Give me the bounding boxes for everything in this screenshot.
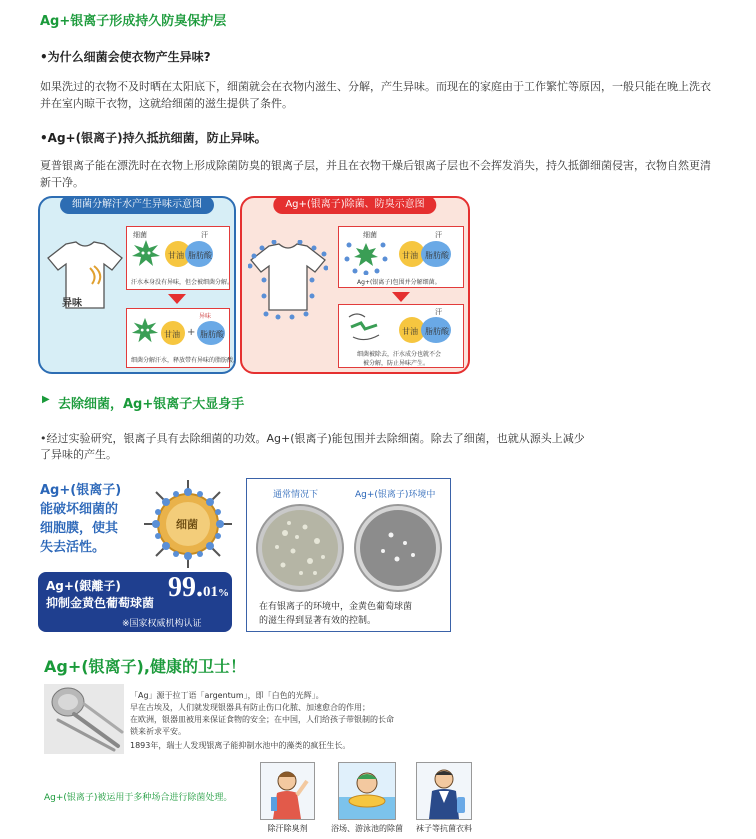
bacteria-icon — [131, 317, 159, 345]
petri-dish-comparison — [246, 478, 451, 632]
plus-sign: + — [187, 327, 196, 338]
label-glycerin: 甘油 — [402, 327, 418, 336]
bacteria-center-label: 细菌 — [176, 518, 198, 531]
label-fatty-acid: 脂肪酸 — [425, 251, 449, 260]
section1-title: Ag+银离子形成持久防臭保护层 — [40, 14, 227, 29]
woman-deodorant-icon — [261, 763, 314, 819]
history-line-4: 锁来祈求平安。 — [130, 727, 186, 736]
note-bacteria-removed-1: 细菌被除去，汗水成分也就不会 — [357, 351, 442, 358]
tshirt-odor-icon — [46, 240, 124, 310]
arrow-down-icon — [392, 292, 410, 302]
dish-left-label: 通常情况下 — [273, 490, 319, 500]
paragraph-ag-resist: 夏普银离子能在漂洗时在衣物上形成除菌防臭的银离子层，并且在衣物干燥后银离子层也不会挥发消失，持久抵御细菌侵害，衣物自然更清新干净。 — [40, 159, 711, 189]
left-box-bottom — [126, 308, 240, 368]
caption-socks: 袜子等抗菌衣料 — [416, 824, 472, 833]
paragraph-remove-bacteria-1: •经过实验研究，银离子具有去除细菌的功效。Ag+(银离子)能包围并去除细菌。除去了细菌，也就从源头上减少 — [40, 432, 585, 445]
broken-bacteria-icon — [343, 309, 387, 345]
diagram-ag-antibacterial — [240, 196, 470, 374]
claim-line-1: Ag+(银离子) — [40, 483, 122, 498]
history-line-3: 在欧洲，银器皿被用来保证食物的安全；在中国，人们给孩子带银制的长命 — [130, 715, 394, 724]
left-box-top — [126, 226, 234, 290]
note-ag-surround: Ag+(银离子)包围并分解细菌。 — [357, 279, 441, 286]
claim-line-4: 失去活性。 — [40, 540, 106, 555]
question-ag-resist: •Ag+(银离子)持久抵抗细菌，防止异味。 — [40, 131, 267, 145]
claim-line-3: 细胞膜，使其 — [40, 521, 119, 536]
dish-caption-1: 在有银离子的环境中，金黄色葡萄球菌 — [259, 602, 413, 612]
badge-percentage — [168, 572, 229, 604]
diagram-bacteria-odor — [38, 196, 240, 374]
caption-pool: 浴场、游泳池的除菌 — [331, 824, 403, 833]
label-odor: 异味 — [199, 313, 212, 320]
paragraph-remove-bacteria-2: 了异味的产生。 — [40, 448, 117, 461]
label-glycerin: 甘油 — [402, 251, 418, 260]
bacteria-icon — [131, 239, 161, 269]
label-sweat: 汗 — [201, 231, 208, 239]
right-box-top — [338, 226, 464, 288]
section3-title: Ag+(银离子),健康的卫士！ — [44, 657, 246, 676]
shirt-odor-label: 异味 — [62, 298, 82, 309]
caption-deodorant: 除汗除臭剂 — [267, 824, 308, 833]
socks-illustration — [416, 762, 472, 820]
man-socks-icon — [417, 763, 471, 819]
badge-number: 99. — [168, 572, 203, 603]
label-sweat: 汗 — [435, 308, 442, 316]
badge-decimal: 01 — [203, 584, 218, 600]
swimmer-icon — [339, 763, 395, 819]
note-sweat-no-odor: 汗水本身没有异味，但会被细菌分解。 — [131, 279, 234, 286]
label-glycerin: 甘油 — [164, 330, 180, 339]
claim-line-2: 能破坏细菌的 — [40, 502, 119, 517]
history-line-1: 「Ag」源于拉丁语「argentum」，即「白色的光辉」。 — [130, 691, 324, 700]
note-bacteria-removed-2: 被分解，防止异味产生。 — [363, 360, 430, 367]
dish-caption-2: 的滋生得到显著有效的控制。 — [259, 616, 377, 626]
petri-dish-ag-icon — [353, 503, 443, 593]
deodorant-illustration — [260, 762, 315, 820]
diagram-left-header: 细菌分解汗水产生异味示意图 — [60, 196, 214, 214]
history-line-2: 早在古埃及，人们就发现银器具有防止伤口化脓、加速愈合的作用； — [130, 703, 370, 712]
badge-percent-sign: % — [218, 587, 229, 599]
badge-line-2: 抑制金黄色葡萄球菌 — [46, 596, 155, 610]
bacteria-surrounded-icon — [343, 235, 389, 275]
label-bacteria: 细菌 — [133, 231, 147, 239]
arrow-down-icon — [168, 294, 186, 304]
question-why-odor: •为什么细菌会使衣物产生异味? — [40, 50, 211, 64]
pool-illustration — [338, 762, 396, 820]
label-fatty-acid: 脂肪酸 — [200, 330, 224, 339]
label-sweat: 汗 — [435, 231, 442, 239]
diagram-right-header: Ag+(银离子)除菌、防臭示意图 — [273, 196, 436, 214]
label-glycerin: 甘油 — [168, 251, 184, 260]
label-fatty-acid: 脂肪酸 — [188, 251, 212, 260]
right-box-bottom — [338, 304, 464, 368]
badge-certification: ※国家权威机构认证 — [122, 619, 202, 629]
silverware-image — [44, 684, 124, 754]
dish-right-label: Ag+(银离子)环境中 — [355, 490, 436, 500]
note-bacteria-decompose: 细菌分解汗水，释放带有异味的脂肪酸。 — [131, 357, 240, 364]
section2-title: 去除细菌，Ag+银离子大显身手 — [58, 397, 245, 412]
petri-dish-normal-icon — [255, 503, 345, 593]
uses-statement: Ag+(银离子)被运用于多种场合进行除菌处理。 — [44, 793, 233, 803]
label-bacteria: 细菌 — [363, 231, 377, 239]
triangle-bullet-icon: ▶ — [42, 394, 50, 405]
history-line-5: 1893年，瑞士人发现银离子能抑制水池中的藻类的疯狂生长。 — [130, 741, 351, 750]
paragraph-why-odor: 如果洗过的衣物不及时晒在太阳底下，细菌就会在衣物内滋生、分解，产生异味。而现在的家庭由于工作繁忙等原因，一般只能在晚上洗衣并在室内晾干衣物，这就给细菌的滋生提供了条件。 — [40, 80, 711, 110]
stat-badge — [38, 572, 232, 632]
badge-line-1: Ag+(銀離子) — [46, 579, 121, 593]
tshirt-silver-icon — [248, 240, 328, 320]
label-fatty-acid: 脂肪酸 — [425, 327, 449, 336]
